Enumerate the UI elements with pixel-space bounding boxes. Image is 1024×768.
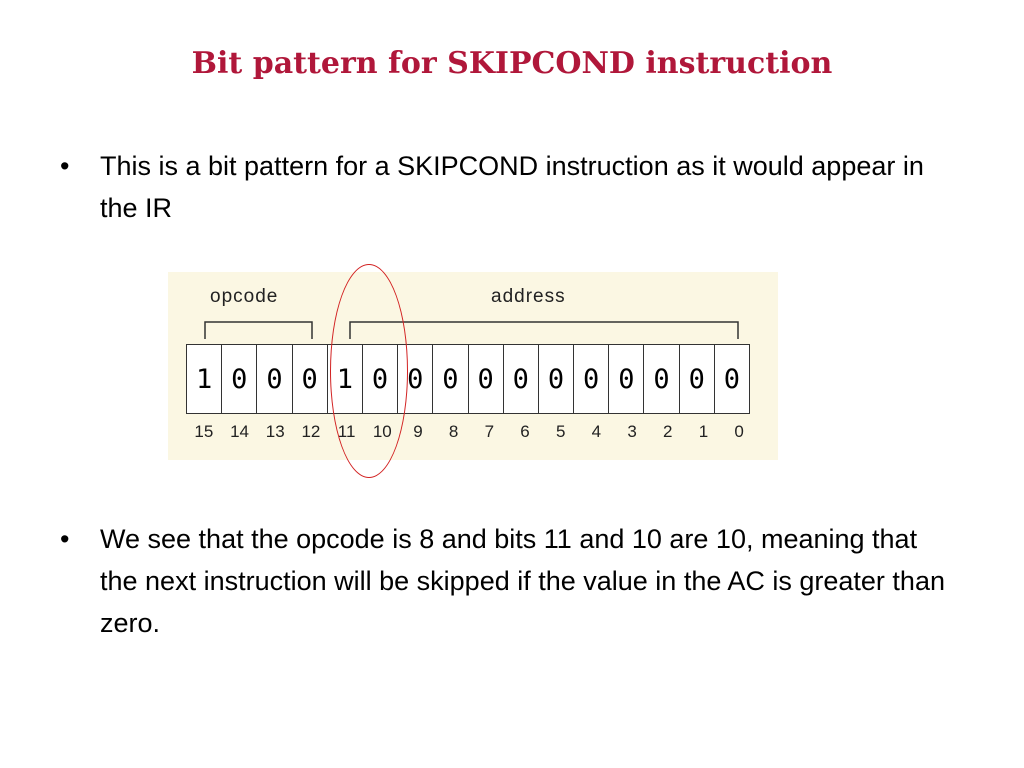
bit-index-row: [186, 422, 757, 442]
bit-cell: 0: [574, 344, 609, 414]
bit-index: 3: [627, 422, 637, 441]
bit-pattern-figure: [168, 272, 778, 460]
bit-index: 14: [230, 422, 249, 441]
slide-title: Bit pattern for SKIPCOND instruction: [191, 46, 833, 81]
bit-cell: 1: [187, 344, 222, 414]
bit-index: 1: [698, 422, 709, 441]
bullet-text: We see that the opcode is 8 and bits 11 and 10 are 10, meaning that the next instruction will be skipped if the value in the AC is greater than zero.: [100, 524, 945, 638]
bit-cell: 0: [398, 344, 433, 414]
bit-index: 10: [372, 422, 392, 441]
bit-cell: 0: [293, 344, 328, 414]
bullet-item-1: [60, 145, 960, 229]
bullet-item-2: [60, 518, 960, 644]
bit-cell: 0: [469, 344, 504, 414]
bit-cell: 0: [715, 344, 750, 414]
bit-index: 13: [265, 422, 285, 441]
bit-index: 8: [448, 422, 459, 441]
bit-index: 6: [520, 422, 530, 441]
bullet-symbol: •: [60, 151, 70, 181]
bit-index: 4: [591, 422, 602, 441]
bit-cell: 0: [609, 344, 644, 414]
bit-cell: 0: [222, 344, 257, 414]
bit-index: 9: [413, 422, 423, 441]
bit-cells: [186, 344, 750, 414]
bit-index: 2: [663, 422, 673, 441]
bit-index: 12: [301, 422, 321, 441]
bit-cell: 0: [363, 344, 398, 414]
bit-index: 7: [484, 422, 495, 441]
bullet-text: This is a bit pattern for a SKIPCOND instruction as it would appear in the IR: [100, 151, 924, 223]
opcode-bracket: [205, 322, 312, 339]
bit-cell: 0: [504, 344, 539, 414]
bit-cell: 0: [433, 344, 468, 414]
bullet-symbol: •: [60, 524, 70, 554]
bit-cell: 0: [539, 344, 574, 414]
bit-cell: 1: [328, 344, 363, 414]
address-label: address: [491, 286, 566, 307]
bit-index: 0: [734, 422, 744, 441]
bit-index: 15: [194, 422, 214, 441]
bit-index: 5: [555, 422, 566, 441]
bit-index: 11: [337, 422, 356, 441]
bit-cell: 0: [680, 344, 715, 414]
opcode-label: opcode: [210, 286, 279, 307]
bit-cell: 0: [644, 344, 679, 414]
bit-cell: 0: [257, 344, 292, 414]
address-bracket: [350, 322, 738, 339]
highlight-ellipse: [330, 264, 408, 478]
